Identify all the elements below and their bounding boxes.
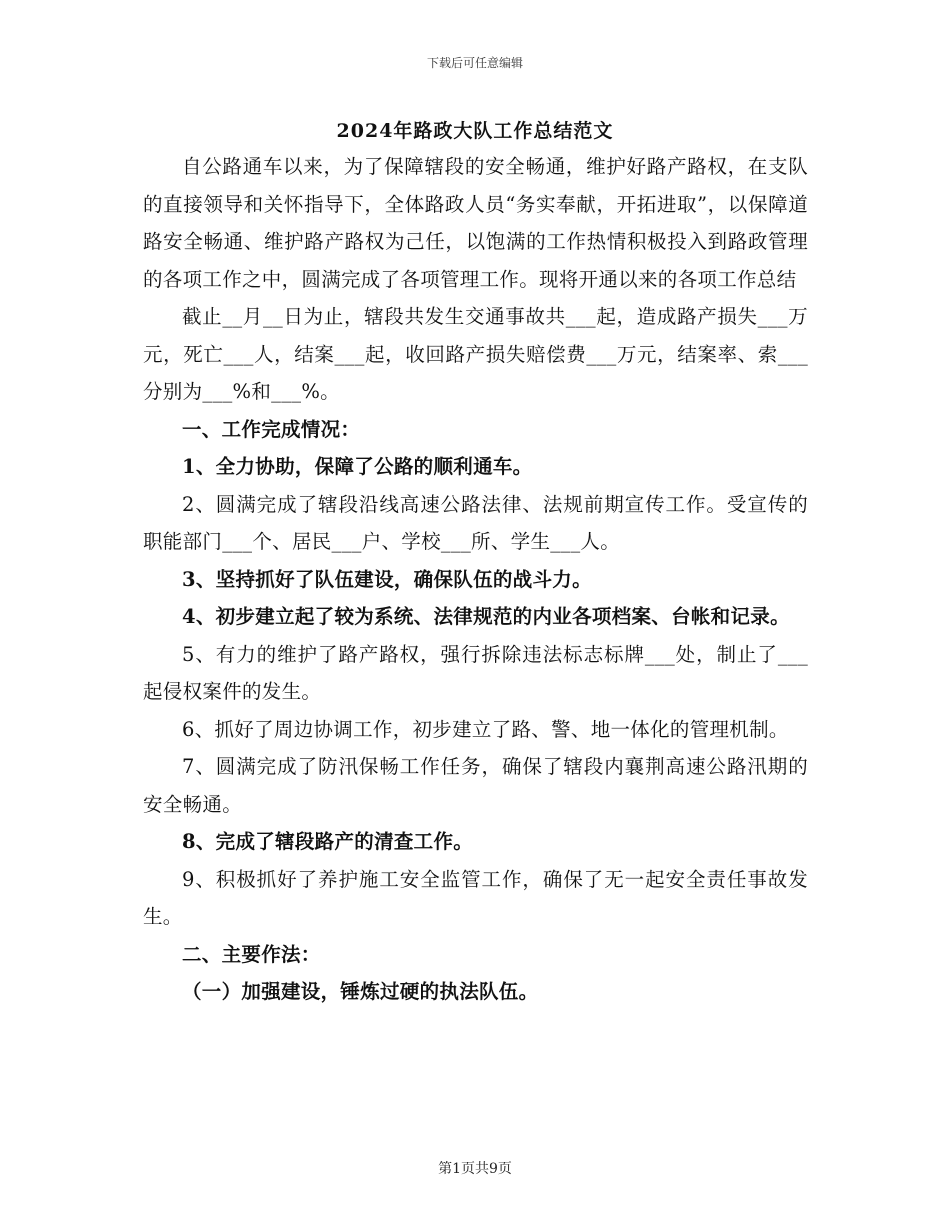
list-item: 6、抓好了周边协调工作，初步建立了路、警、地一体化的管理机制。	[182, 717, 789, 741]
page-number: 第1页共9页	[438, 1161, 512, 1177]
section-heading-2: 二、主要作法：	[182, 942, 321, 966]
paragraph-intro: 自公路通车以来，为了保障辖段的安全畅通，维护好路产路权，在支队的直接领导和关怀指导下，全体路政人员“务实奉献，开拓进取”，以保障道路安全畅通、维护路产路权为己任，以饱满的工作热情积极投入到路政管理的各项工作之中，圆满完成了各项管理工作。现将开通以来的各项工作总结	[143, 155, 808, 291]
document-title: 2024年路政大队工作总结范文	[336, 120, 614, 142]
list-item: 3、坚持抓好了队伍建设，确保队伍的战斗力。	[182, 567, 592, 591]
list-item: 5、有力的维护了路产路权，强行拆除违法标志标牌___处，制止了___起侵权案件的发生。	[143, 642, 808, 703]
subsection-heading: （一）加强建设，锤炼过硬的执法队伍。	[182, 980, 539, 1003]
list-item: 7、圆满完成了防汛保畅工作任务，确保了辖段内襄荆高速公路汛期的安全畅通。	[143, 755, 808, 816]
list-item: 9、积极抓好了养护施工安全监管工作，确保了无一起安全责任事故发生。	[143, 867, 808, 928]
section-heading-1: 一、工作完成情况：	[182, 417, 361, 441]
list-item: 8、完成了辖段路产的清查工作。	[182, 830, 474, 853]
document-body	[143, 148, 808, 1011]
paragraph-statistics: 截止__月__日为止，辖段共发生交通事故共___起，造成路产损失___万元，死亡___人，结案___起，收回路产损失赔偿费___万元，结案率、索___分别为___%和___%。	[143, 305, 808, 403]
list-item: 4、初步建立起了较为系统、法律规范的内业各项档案、台帐和记录。	[182, 605, 790, 628]
list-item: 1、全力协助，保障了公路的顺利通车。	[182, 455, 533, 478]
list-item: 2、圆满完成了辖段沿线高速公路法律、法规前期宣传工作。受宣传的职能部门___个、居民___户、学校___所、学生___人。	[143, 492, 808, 553]
header-note: 下载后可任意编辑	[426, 56, 523, 70]
